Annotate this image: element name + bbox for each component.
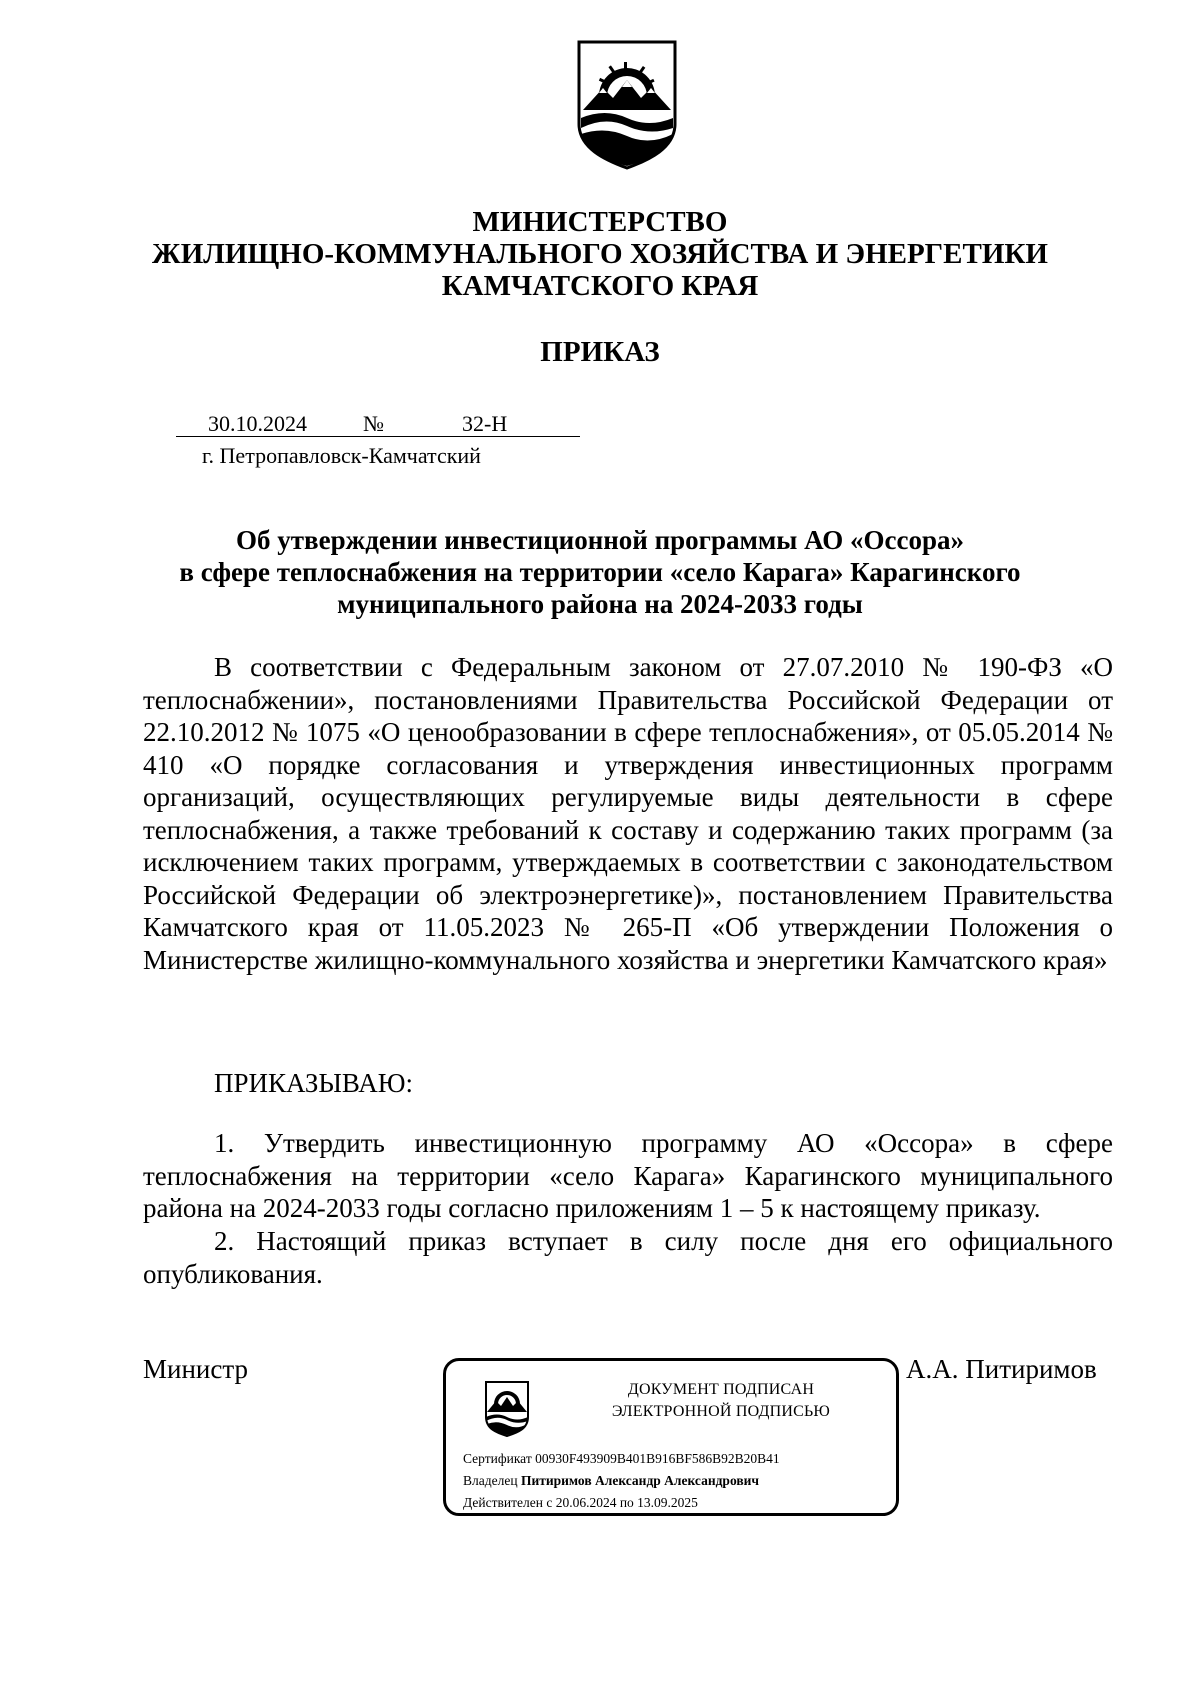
order-city: г. Петропавловск-Камчатский	[202, 443, 481, 468]
order-date: 30.10.2024	[208, 411, 307, 436]
stamp-title-line-2: ЭЛЕКТРОННОЙ ПОДПИСЬЮ	[611, 1403, 831, 1420]
signatory-position: Министр	[143, 1354, 248, 1384]
order-item-1: 1. Утвердить инвестиционную программу АО «Оссора» в сфере теплоснабжения на территории «село Карага» Карагинского муниципального района на 2024-2033 годы согласно приложениям 1 – 5 к настоящему приказу.	[143, 1128, 1113, 1223]
valid-to-date: 13.09.2025	[637, 1495, 698, 1510]
certificate-label: Сертификат	[463, 1451, 532, 1466]
organization-title-line-2: ЖИЛИЩНО-КОММУНАЛЬНОГО ХОЗЯЙСТВА И ЭНЕРГЕТИКИ	[152, 238, 1048, 270]
certificate-value: 00930F493909B401B916BF586B92B20B41	[535, 1451, 780, 1466]
registration-underline	[176, 436, 580, 437]
order-subject	[130, 524, 1070, 620]
coat-of-arms-icon	[575, 38, 679, 170]
stamp-validity	[463, 1494, 698, 1512]
number-sign: №	[363, 411, 384, 436]
legal-basis-paragraph: В соответствии с Федеральным законом от 27.07.2010 № 190-ФЗ «О теплоснабжении», постановлениями Правительства Российской Федерации от 22.10.2012 № 1075 «О ценообразовании в сфере теплоснабжения», от 05.05.2014 № 410 «О порядке согласования и утверждения инвестиционных программ организаций, осуществляющих регулируемые виды деятельности в сфере теплоснабжения, а также требований к составу и содержанию таких программ (за исключением таких программ, утверждаемых в соответствии с законодательством Российской Федерации об электроэнергетике)», постановлением Правительства Камчатского края от 11.05.2023 № 265-П «Об утверждении Положения о Министерстве жилищно-коммунального хозяйства и энергетики Камчатского края»	[143, 652, 1113, 975]
organization-title	[100, 206, 1100, 302]
order-item-2: 2. Настоящий приказ вступает в силу после дня его официального опубликования.	[143, 1226, 1113, 1289]
document-type: ПРИКАЗ	[540, 336, 660, 368]
decree-word: ПРИКАЗЫВАЮ:	[214, 1068, 413, 1098]
stamp-title	[551, 1379, 891, 1423]
stamp-certificate	[463, 1450, 780, 1468]
valid-label: Действителен	[463, 1495, 543, 1510]
signatory-name: А.А. Питиримов	[906, 1354, 1097, 1384]
order-subject-line-1: Об утверждении инвестиционной программы АО «Оссора»	[236, 525, 964, 555]
electronic-signature-stamp	[443, 1358, 899, 1516]
order-subject-line-2: в сфере теплоснабжения на территории «село Карага» Карагинского	[179, 557, 1021, 587]
valid-to-label: по	[619, 1495, 634, 1510]
order-subject-line-3: муниципального района на 2024-2033 годы	[337, 589, 863, 619]
organization-title-line-1: МИНИСТЕРСТВО	[472, 206, 728, 238]
stamp-title-line-1: ДОКУМЕНТ ПОДПИСАН	[627, 1381, 815, 1398]
stamp-owner	[463, 1472, 759, 1490]
order-number: 32-Н	[462, 411, 508, 436]
organization-title-line-3: КАМЧАТСКОГО КРАЯ	[441, 270, 759, 302]
stamp-emblem-icon	[483, 1379, 531, 1437]
owner-value: Питиримов Александр Александрович	[520, 1473, 760, 1488]
valid-from-date: 20.06.2024	[555, 1495, 617, 1510]
valid-from-label: с	[546, 1495, 553, 1510]
owner-label: Владелец	[463, 1473, 518, 1488]
